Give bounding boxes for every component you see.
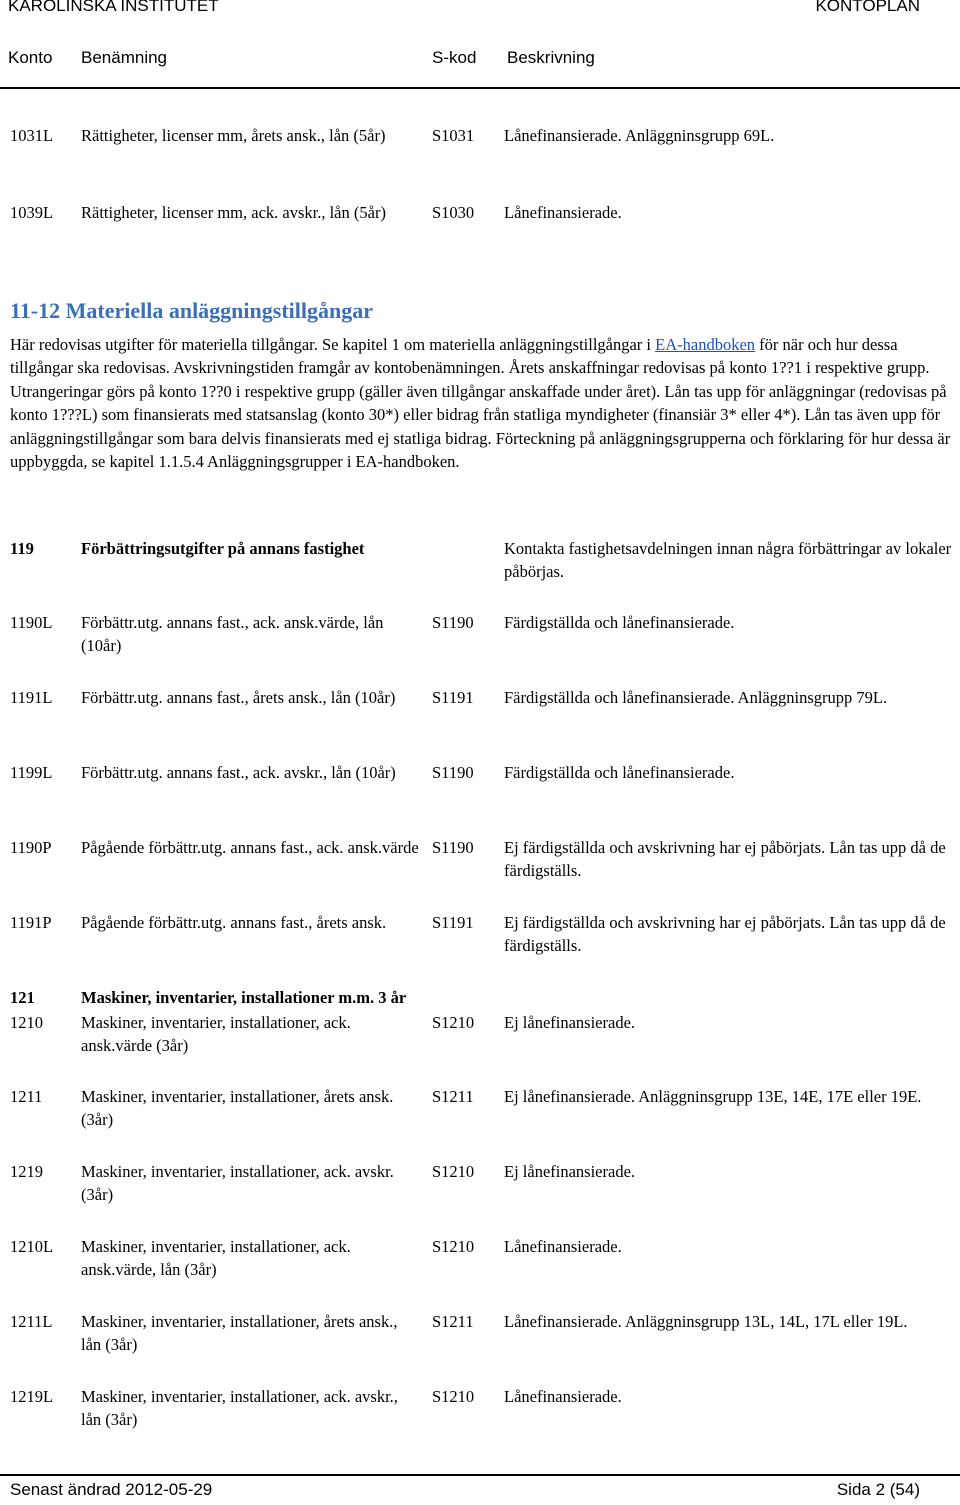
account-number: 1211 bbox=[10, 1087, 43, 1106]
s-code: S1031 bbox=[432, 126, 475, 145]
s-code: S1190 bbox=[432, 838, 474, 857]
group-number: 121 bbox=[10, 988, 35, 1007]
account-name: Pågående förbättr.utg. annans fast., årets ansk. bbox=[81, 913, 387, 932]
account-description: Ej färdigställda och avskrivning har ej påbörjats. Lån tas upp då de färdigställs. bbox=[504, 838, 946, 880]
page-header bbox=[8, 0, 920, 30]
account-description: Lånefinansierade. bbox=[504, 1237, 622, 1256]
column-header-benamning: Benämning bbox=[81, 48, 168, 67]
account-name: Rättigheter, licenser mm, årets ansk., lån (5år) bbox=[81, 126, 386, 145]
intro-text: Här redovisas utgifter för materiella tillgångar. Se kapitel 1 om materiella anläggningstillgångar i bbox=[10, 335, 656, 354]
account-number: 1210L bbox=[10, 1237, 54, 1256]
account-name: Förbättr.utg. annans fast., ack. avskr., lån (10år) bbox=[81, 763, 396, 782]
account-name: Maskiner, inventarier, installationer, ack. ansk.värde, lån (3år) bbox=[81, 1237, 351, 1279]
ea-handbook-link[interactable]: EA-handboken bbox=[655, 335, 756, 354]
account-number: 1039L bbox=[10, 203, 54, 222]
page-number: Sida 2 (54) bbox=[836, 1480, 920, 1499]
s-code: S1191 bbox=[432, 913, 474, 932]
account-description: Ej lånefinansierade. bbox=[504, 1162, 636, 1181]
group-name: Förbättringsutgifter på annans fastighet bbox=[81, 539, 365, 558]
section-intro bbox=[10, 333, 958, 473]
column-headers bbox=[8, 48, 948, 74]
account-number: 1031L bbox=[10, 126, 54, 145]
account-description: Lånefinansierade. Anläggninsgrupp 69L. bbox=[504, 126, 775, 145]
s-code: S1210 bbox=[432, 1387, 475, 1406]
institution-name: KAROLINSKA INSTITUTET bbox=[8, 0, 219, 15]
account-number: 1211L bbox=[10, 1312, 53, 1331]
account-number: 1191P bbox=[10, 913, 52, 932]
account-description: Färdigställda och lånefinansierade. Anläggninsgrupp 79L. bbox=[504, 688, 888, 707]
s-code: S1210 bbox=[432, 1237, 475, 1256]
group-number: 119 bbox=[10, 539, 34, 558]
account-description: Lånefinansierade. Anläggninsgrupp 13L, 14L, 17L eller 19L. bbox=[504, 1312, 908, 1331]
account-name: Maskiner, inventarier, installationer, ack. avskr., lån (3år) bbox=[81, 1387, 398, 1429]
page-footer bbox=[10, 1480, 920, 1504]
account-number: 1219 bbox=[10, 1162, 43, 1181]
account-number: 1199L bbox=[10, 763, 53, 782]
account-description: Färdigställda och lånefinansierade. bbox=[504, 613, 735, 632]
s-code: S1030 bbox=[432, 203, 475, 222]
account-number: 1191L bbox=[10, 688, 53, 707]
column-header-konto: Konto bbox=[8, 48, 53, 67]
account-name: Förbättr.utg. annans fast., årets ansk., lån (10år) bbox=[81, 688, 396, 707]
s-code: S1190 bbox=[432, 613, 474, 632]
footer-divider bbox=[0, 1474, 960, 1476]
account-name: Maskiner, inventarier, installationer, årets ansk. (3år) bbox=[81, 1087, 394, 1129]
account-number: 1219L bbox=[10, 1387, 54, 1406]
account-description: Lånefinansierade. bbox=[504, 203, 622, 222]
account-description: Lånefinansierade. bbox=[504, 1387, 622, 1406]
account-description: Färdigställda och lånefinansierade. bbox=[504, 763, 735, 782]
account-name: Förbättr.utg. annans fast., ack. ansk.värde, lån (10år) bbox=[81, 613, 384, 655]
account-name: Maskiner, inventarier, installationer, ack. ansk.värde (3år) bbox=[81, 1013, 351, 1055]
s-code: S1210 bbox=[432, 1162, 475, 1181]
account-description: Ej färdigställda och avskrivning har ej påbörjats. Lån tas upp då de färdigställs. bbox=[504, 913, 946, 955]
s-code: S1190 bbox=[432, 763, 474, 782]
last-changed-date: Senast ändrad 2012-05-29 bbox=[10, 1480, 213, 1499]
s-code: S1211 bbox=[432, 1087, 474, 1106]
group-name: Maskiner, inventarier, installationer m.m. 3 år bbox=[81, 988, 407, 1007]
account-number: 1190P bbox=[10, 838, 52, 857]
section-heading: 11-12 Materiella anläggningstillgångar bbox=[10, 298, 373, 323]
column-header-beskrivning: Beskrivning bbox=[507, 48, 595, 67]
group-description: Kontakta fastighetsavdelningen innan några förbättringar av lokaler påbörjas. bbox=[504, 539, 952, 581]
account-description: Ej lånefinansierade. bbox=[504, 1013, 636, 1032]
account-name: Pågående förbättr.utg. annans fast., ack. ansk.värde bbox=[81, 838, 419, 857]
s-code: S1211 bbox=[432, 1312, 474, 1331]
header-divider bbox=[0, 87, 960, 89]
account-name: Maskiner, inventarier, installationer, ack. avskr. (3år) bbox=[81, 1162, 394, 1204]
account-number: 1190L bbox=[10, 613, 53, 632]
account-number: 1210 bbox=[10, 1013, 43, 1032]
column-header-skod: S-kod bbox=[432, 48, 477, 67]
document-title: KONTOPLAN bbox=[815, 0, 920, 15]
intro-text: för när och hur dessa tillgångar ska redovisas. Avskrivningstiden framgår av kontobenämningen. Årets anskaffningar redovisas på konto 1??1 i respektive grupp. Utrangeringar görs på konto 1??0 i respektive grupp (gäller även tillgångar anskaffade under året). Lån tas upp för anläggningar (redovisas på konto 1???L) som finansierats med statsanslag (konto 30*) eller bidrag från statliga myndigheter (finansiär 3* eller 4*). Lån tas även upp för anläggningstillgångar som bara delvis finansierats med ej statliga bidrag. Förteckning på anläggningsgrupperna och förklaring för hur dessa är uppbyggda, se kapitel 1.1.5.4 Anläggningsgrupper i EA-handboken. bbox=[10, 335, 951, 472]
account-name: Rättigheter, licenser mm, ack. avskr., lån (5år) bbox=[81, 203, 386, 222]
account-name: Maskiner, inventarier, installationer, årets ansk., lån (3år) bbox=[81, 1312, 398, 1354]
s-code: S1210 bbox=[432, 1013, 475, 1032]
account-description: Ej lånefinansierade. Anläggninsgrupp 13E, 14E, 17E eller 19E. bbox=[504, 1087, 922, 1106]
s-code: S1191 bbox=[432, 688, 474, 707]
